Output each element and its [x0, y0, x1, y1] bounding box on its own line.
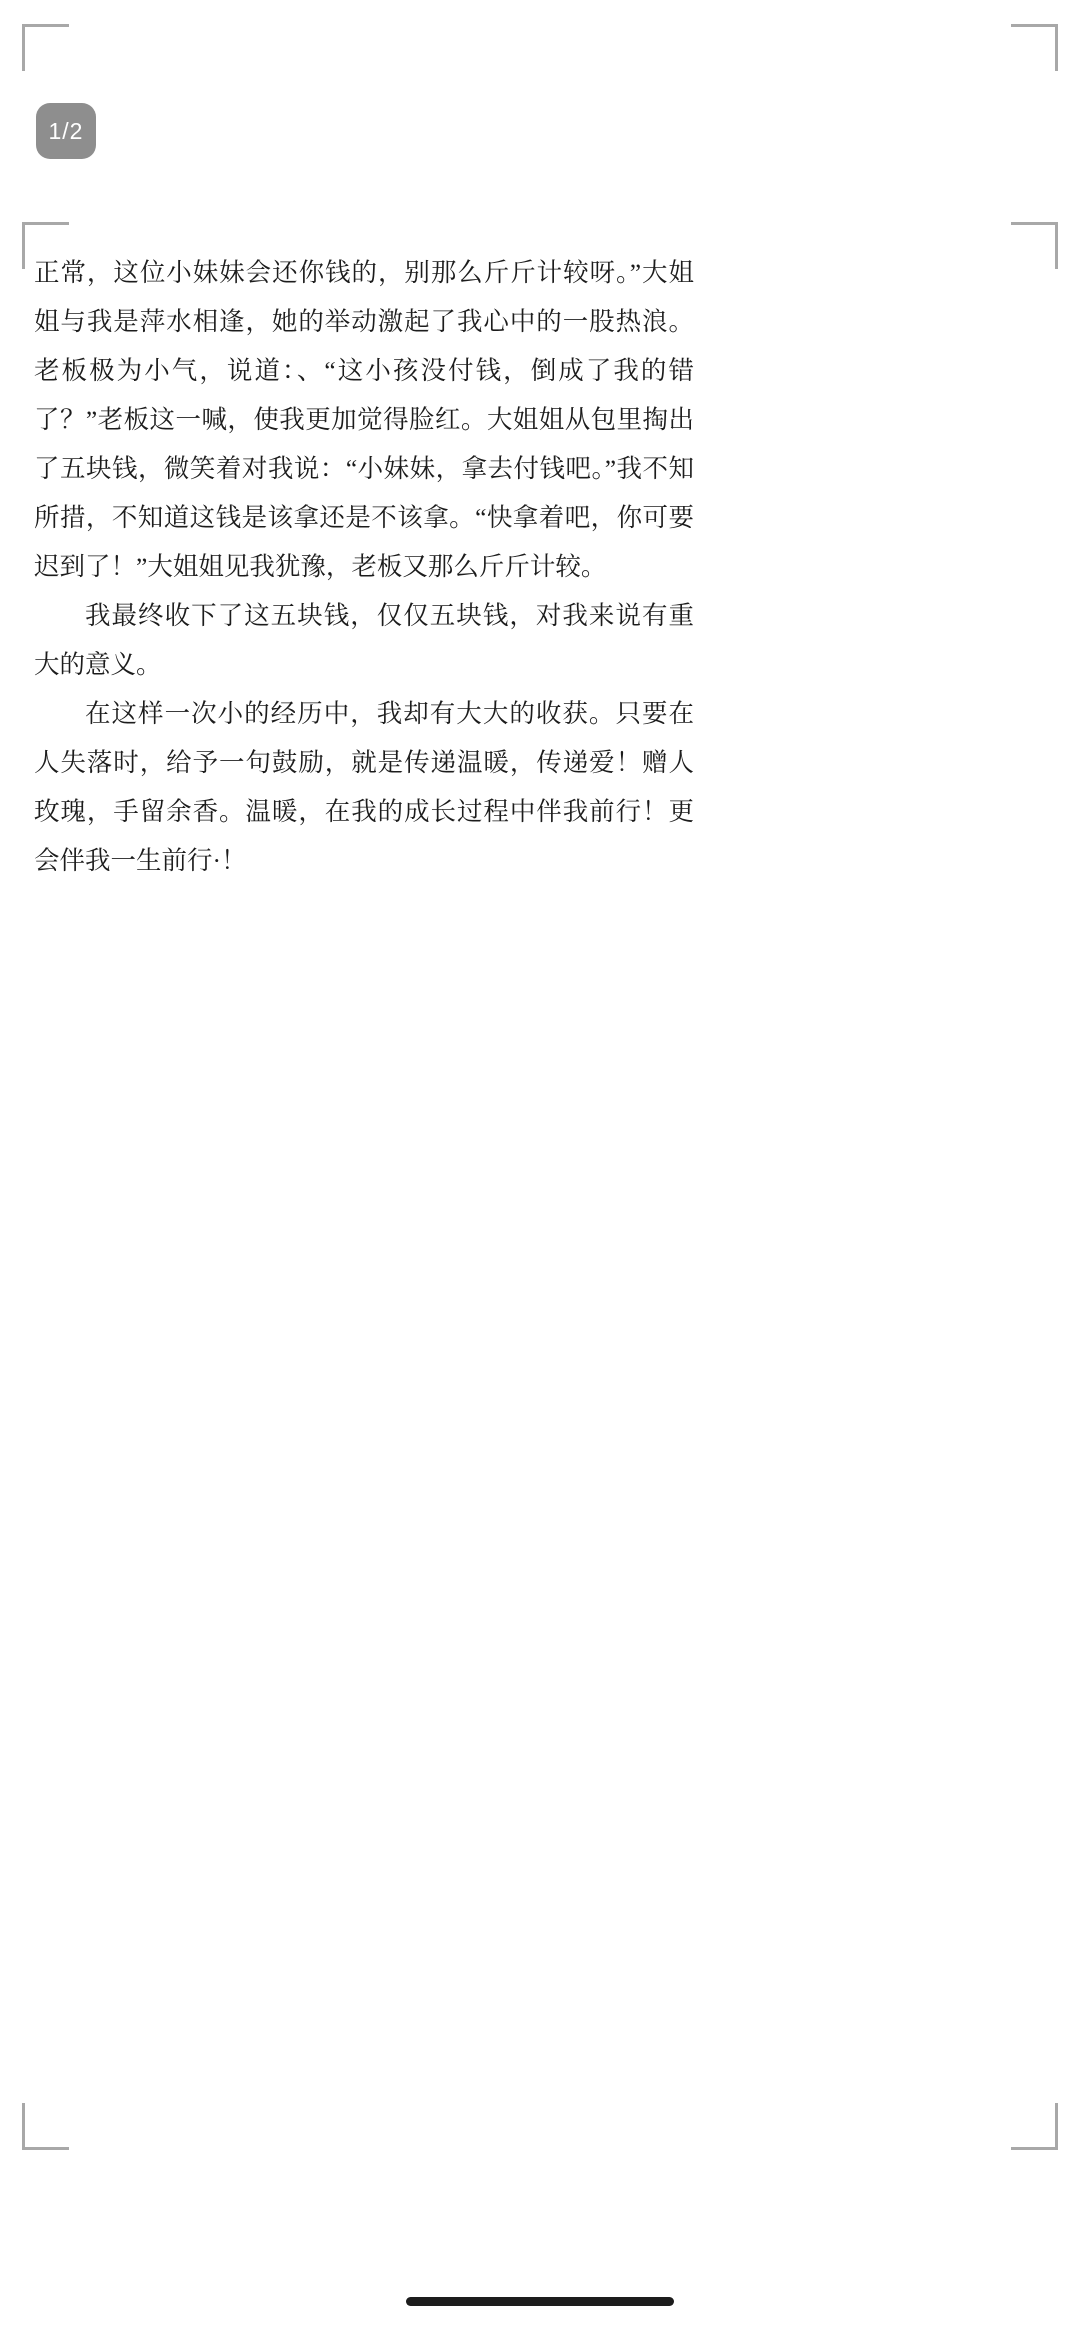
- crop-mark-text-top-right-icon: [1011, 222, 1058, 269]
- document-body: [34, 248, 694, 885]
- paragraph-1: 正常，这位小妹妹会还你钱的，别那么斤斤计较呀。”大姐姐与我是萍水相逢，她的举动激起了我心中的一股热浪。老板极为小气，说道：、“这小孩没付钱，倒成了我的错了？”老板这一喊，使我更加觉得脸红。大姐姐从包里掏出了五块钱，微笑着对我说：“小妹妹，拿去付钱吧。”我不知所措，不知道这钱是该拿还是不该拿。“快拿着吧，你可要迟到了！”大姐姐见我犹豫，老板又那么斤斤计较。: [34, 258, 694, 581]
- crop-mark-top-left-icon: [22, 24, 69, 71]
- crop-mark-bottom-left-icon: [22, 2103, 69, 2150]
- page-number-badge: 1/2: [36, 103, 96, 159]
- crop-mark-top-right-icon: [1011, 24, 1058, 71]
- home-indicator[interactable]: [406, 2297, 674, 2306]
- paragraph-2: 我最终收下了这五块钱，仅仅五块钱，对我来说有重大的意义。: [34, 601, 694, 679]
- paragraph-3: 在这样一次小的经历中，我却有大大的收获。只要在人失落时，给予一句鼓励，就是传递温暖，传递爱！赠人玫瑰，手留余香。温暖，在我的成长过程中伴我前行！更会伴我一生前行·！: [34, 699, 694, 875]
- crop-mark-bottom-right-icon: [1011, 2103, 1058, 2150]
